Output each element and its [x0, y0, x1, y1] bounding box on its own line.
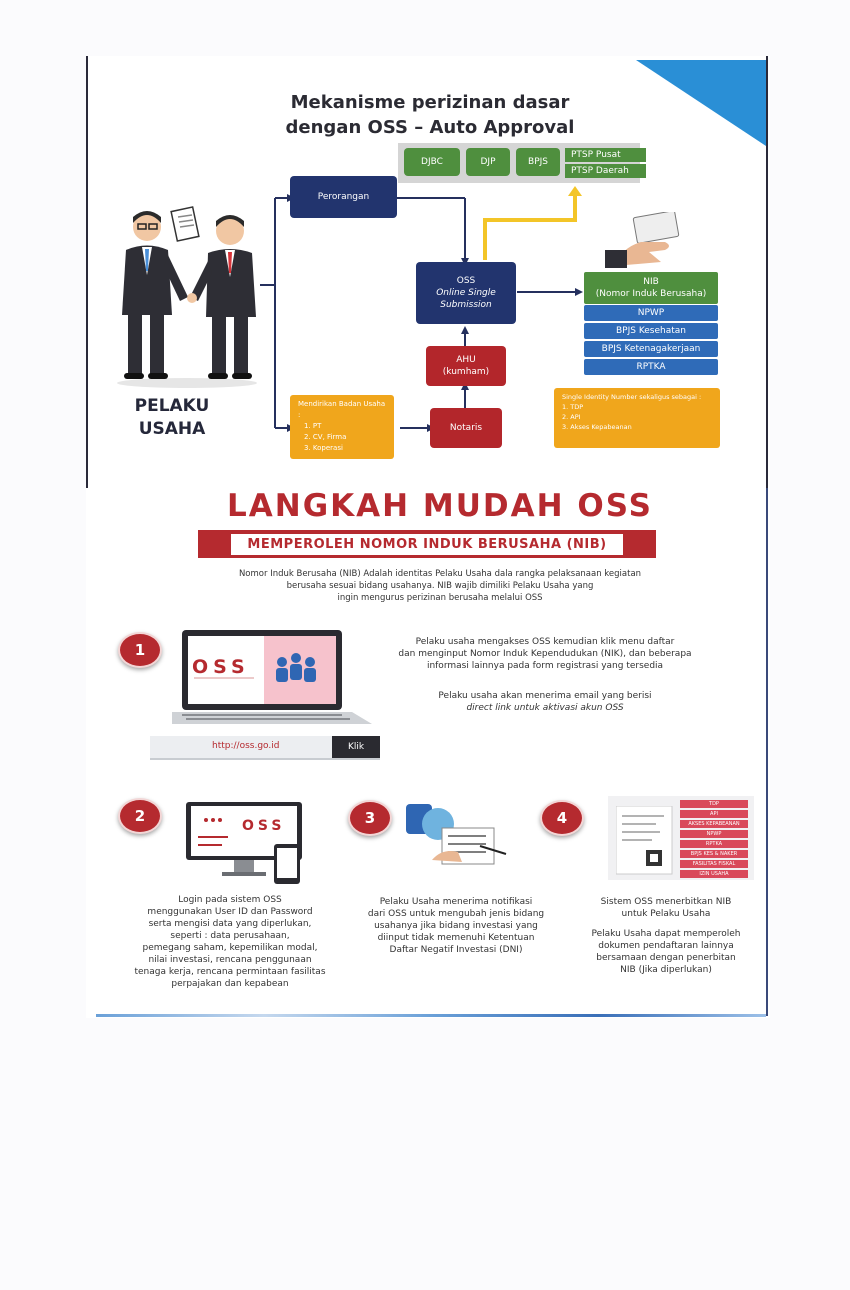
bottom-line [96, 1014, 766, 1017]
title-line-2: dengan OSS – Auto Approval [285, 117, 575, 138]
intro-text: Nomor Induk Berusaha (NIB) Adalah identitas Pelaku Usaha dala rangka pelaksanaan kegiatan berusaha sesuai bidang usahanya. NIB wajib dimiliki Pelaku Usaha yang ingin mengurus perizinan berusaha melalui OSS [238, 569, 642, 603]
subtitle-banner [198, 530, 656, 558]
business-people-illustration [112, 205, 262, 390]
step2-text: Login pada sistem OSS menggunakan User ID dan Password serta mengisi data yang diperlukan, seperti : data perusahaan, pemegang saham, kepemilikan modal, nilai investasi, rencana penggunaan tenaga kerja, rencana permintaan fasilitas perpajakan dan kepabean [134, 895, 326, 989]
ahu-box: AHU (kumham) [426, 346, 506, 386]
diagram-title [200, 90, 660, 140]
doc-row-2: AKSES KEPABEANAN [680, 820, 748, 828]
step-number-3: 3 [348, 800, 392, 836]
card-hand-icon [605, 212, 695, 268]
doc-row-7: IZIN USAHA [680, 870, 748, 878]
single-identity-box: Single Identity Number sekaligus sebagai : 1. TDP 2. API 3. Akses Kepabeanan [554, 388, 720, 448]
output-bpjs-ketenagakerjaan: BPJS Ketenagakerjaan [584, 341, 718, 357]
subtitle-text: MEMPEROLEH NOMOR INDUK BERUSAHA (NIB) [231, 534, 622, 555]
laptop-oss-logo: OSS [192, 656, 250, 678]
agency-ptsp-daerah: PTSP Daerah [565, 164, 646, 178]
doc-row-3: NPWP [680, 830, 748, 838]
step4-text-b: Pelaku Usaha dapat memperoleh dokumen pendaftaran lainnya bersamaan dengan penerbitan NIB (Jika diperlukan) [591, 929, 741, 975]
doc-row-4: RPTKA [680, 840, 748, 848]
doc-row-6: FASILITAS FISKAL [680, 860, 748, 868]
agency-djbc: DJBC [404, 148, 460, 176]
agency-bpjs: BPJS [516, 148, 560, 176]
laptop-illustration [172, 628, 382, 728]
klik-button: Klik [332, 736, 380, 758]
url-text: http://oss.go.id [212, 741, 280, 751]
monitor-oss-logo: OSS [242, 818, 286, 834]
document-sheet-icon [616, 806, 676, 876]
doc-row-0: TDP [680, 800, 748, 808]
agency-djp: DJP [466, 148, 510, 176]
step4-text-a: Sistem OSS menerbitkan NIB untuk Pelaku Usaha [600, 897, 732, 919]
badan-usaha-box: Mendirikan Badan Usaha : 1. PT 2. CV, Firma 3. Koperasi [290, 395, 394, 459]
step-number-4: 4 [540, 800, 584, 836]
doc-row-5: BPJS KES & NAKER [680, 850, 748, 858]
notification-checklist-illustration [402, 800, 510, 870]
perorangan-box: Perorangan [290, 176, 397, 218]
step-number-2: 2 [118, 798, 162, 834]
step3-text: Pelaku Usaha menerima notifikasi dari OSS untuk mengubah jenis bidang usahanya jika bidang investasi yang diinput tidak memenuhi Ketentuan Daftar Negatif Investasi (DNI) [367, 897, 545, 955]
doc-row-1: API [680, 810, 748, 818]
step1-text-a: Pelaku usaha mengakses OSS kemudian klik menu daftar dan menginput Nomor Induk Kependudukan (NIK), dan beberapa informasi lainnya pada form registrasi yang tersedia [398, 637, 692, 671]
output-rptka: RPTKA [584, 359, 718, 375]
left-border-top [86, 56, 88, 488]
step1-text-b: Pelaku usaha akan menerima email yang berisi direct link untuk aktivasi akun OSS [438, 691, 652, 713]
agency-ptsp-pusat: PTSP Pusat [565, 148, 646, 162]
oss-box: OSS Online Single Submission [416, 262, 516, 324]
pelaku-usaha-label: PELAKU USAHA [134, 396, 210, 439]
step-number-1: 1 [118, 632, 162, 668]
monitor-phone-illustration [186, 800, 306, 886]
title-line-1: Mekanisme perizinan dasar [290, 92, 570, 113]
output-npwp: NPWP [584, 305, 718, 321]
right-border-bottom [766, 488, 768, 1016]
langkah-title: LANGKAH MUDAH OSS [227, 488, 653, 524]
nib-box: NIB (Nomor Induk Berusaha) [584, 272, 718, 304]
notaris-box: Notaris [430, 408, 502, 448]
output-bpjs-kesehatan: BPJS Kesehatan [584, 323, 718, 339]
